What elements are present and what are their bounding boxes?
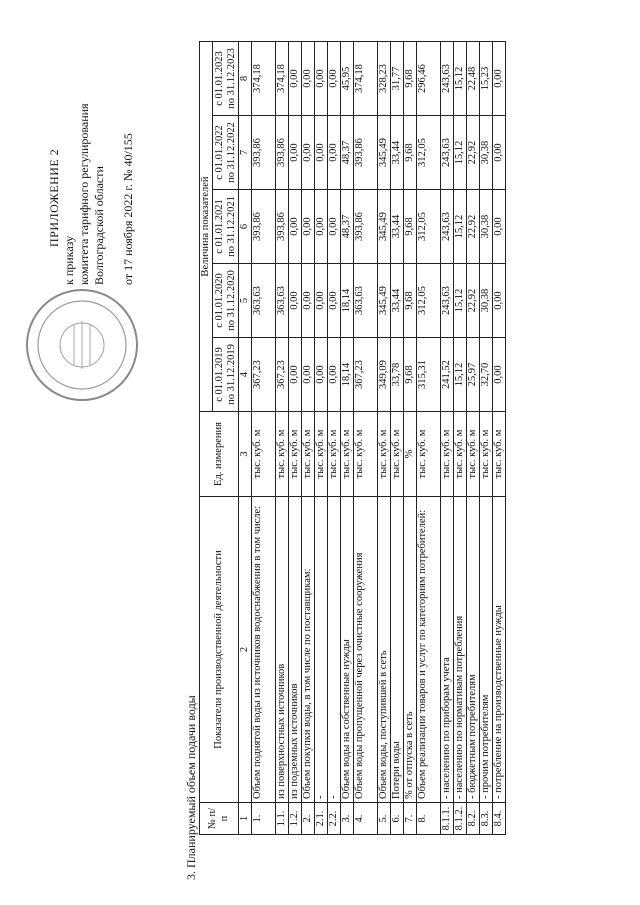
row-unit: %: [404, 412, 417, 497]
row-value: 296,46: [417, 42, 441, 116]
row-indicator: из подземных источников: [289, 497, 302, 803]
row-value: 0,00: [289, 116, 302, 190]
column-index: 8: [239, 42, 252, 116]
header-period: с 01.01.2019 по 31.12.2019: [213, 338, 239, 412]
row-indicator: - населению по нормативам потребления: [454, 497, 467, 803]
row-unit: тыс. куб. м: [252, 412, 276, 497]
row-unit: тыс. куб. м: [493, 412, 506, 497]
appendix-heading: ПРИЛОЖЕНИЕ 2: [47, 148, 61, 247]
column-index: 1: [239, 803, 252, 835]
row-value: 48,37: [341, 116, 354, 190]
row-unit: тыс. куб. м: [354, 412, 378, 497]
row-number: 2.1.: [315, 803, 328, 835]
official-seal-stamp: [22, 285, 142, 405]
row-number: 6.: [391, 803, 404, 835]
table-row: [289, 42, 302, 835]
row-number: 2.: [302, 803, 315, 835]
row-indicator: Объем воды, поступившей в сеть: [378, 497, 391, 803]
table-body: [252, 42, 506, 835]
table-row: [341, 42, 354, 835]
row-value: 22,92: [467, 264, 480, 338]
row-value: 9,68: [404, 190, 417, 264]
row-unit: тыс. куб. м: [480, 412, 493, 497]
row-value: 367,23: [354, 338, 378, 412]
row-value: 33,44: [391, 190, 404, 264]
row-value: 312,05: [417, 190, 441, 264]
column-index: 3: [239, 412, 252, 497]
row-value: 15,12: [454, 190, 467, 264]
row-value: 345,49: [378, 264, 391, 338]
header-indicator: Показатели производственной деятельности: [200, 497, 239, 803]
row-value: 0,00: [302, 42, 315, 116]
row-value: 0,00: [328, 338, 341, 412]
row-value: 0,00: [328, 190, 341, 264]
row-value: 393,86: [354, 190, 378, 264]
row-value: 18,14: [341, 338, 354, 412]
row-value: 22,92: [467, 116, 480, 190]
table-row: [417, 42, 441, 835]
row-value: 363,63: [354, 264, 378, 338]
header-value-group: Величина показателей: [200, 42, 213, 412]
row-indicator: Объем реализации товаров и услуг по категориям потребителей:: [417, 497, 441, 803]
row-unit: тыс. куб. м: [315, 412, 328, 497]
row-value: 0,00: [493, 116, 506, 190]
row-value: 30,38: [480, 190, 493, 264]
row-number: 1.1.: [276, 803, 289, 835]
row-value: 393,86: [276, 190, 289, 264]
header-period: с 01.01.2021 по 31.12.2021: [213, 190, 239, 264]
row-value: 0,00: [493, 264, 506, 338]
row-value: 0,00: [315, 264, 328, 338]
row-indicator: Потери воды: [391, 497, 404, 803]
row-indicator: Объем поднятой воды из источников водоснабжения в том числе:: [252, 497, 276, 803]
row-indicator: - потребление на производственные нужды: [493, 497, 506, 803]
row-value: 15,23: [480, 42, 493, 116]
row-value: 243,63: [441, 116, 454, 190]
row-unit: тыс. куб. м: [391, 412, 404, 497]
row-value: 48,37: [341, 190, 354, 264]
row-value: 0,00: [493, 338, 506, 412]
row-value: 0,00: [302, 338, 315, 412]
row-value: 22,92: [467, 190, 480, 264]
table-row: [493, 42, 506, 835]
row-unit: тыс. куб. м: [276, 412, 289, 497]
row-unit: тыс. куб. м: [341, 412, 354, 497]
water-supply-table: [199, 41, 506, 835]
appendix-line-1: к приказу: [62, 235, 76, 285]
row-value: 33,44: [391, 264, 404, 338]
row-number: 8.: [417, 803, 441, 835]
appendix-line-3: Волгоградской области: [92, 166, 106, 285]
row-indicator: % от отпуска в сеть: [404, 497, 417, 803]
row-number: 1.: [252, 803, 276, 835]
row-value: 0,00: [315, 42, 328, 116]
row-value: 22,48: [467, 42, 480, 116]
table-row: [480, 42, 493, 835]
row-value: 15,12: [454, 116, 467, 190]
row-value: 15,12: [454, 264, 467, 338]
row-number: 8.4.: [493, 803, 506, 835]
row-value: 243,63: [441, 42, 454, 116]
row-value: 30,38: [480, 264, 493, 338]
row-indicator: Объем покупки воды, в том числе по поставщикам:: [302, 497, 315, 803]
row-value: 363,63: [252, 264, 276, 338]
row-value: 315,31: [417, 338, 441, 412]
row-value: 15,12: [454, 338, 467, 412]
row-indicator: из поверхностных источников: [276, 497, 289, 803]
row-value: 0,00: [289, 190, 302, 264]
row-number: 1.2.: [289, 803, 302, 835]
row-value: 374,18: [276, 42, 289, 116]
row-value: 18,14: [341, 264, 354, 338]
table-row: [454, 42, 467, 835]
header-num: № п/п: [200, 803, 239, 835]
row-value: 363,63: [276, 264, 289, 338]
row-unit: тыс. куб. м: [441, 412, 454, 497]
row-value: 374,18: [354, 42, 378, 116]
row-value: 9,68: [404, 338, 417, 412]
table-row: [354, 42, 378, 835]
row-indicator: -: [328, 497, 341, 803]
row-number: 8.1.2.: [454, 803, 467, 835]
row-value: 312,05: [417, 116, 441, 190]
row-value: 367,23: [276, 338, 289, 412]
row-value: 367,23: [252, 338, 276, 412]
row-value: 25,97: [467, 338, 480, 412]
row-value: 243,63: [441, 190, 454, 264]
appendix-line-2: комитета тарифного регулирования: [77, 103, 91, 285]
row-unit: тыс. куб. м: [378, 412, 391, 497]
row-indicator: - населению по приборам учета: [441, 497, 454, 803]
row-value: 0,00: [315, 116, 328, 190]
row-value: 241,52: [441, 338, 454, 412]
row-unit: тыс. куб. м: [417, 412, 441, 497]
table-row: [441, 42, 454, 835]
column-index: 2: [239, 497, 252, 803]
row-value: 345,49: [378, 190, 391, 264]
row-number: 3.: [341, 803, 354, 835]
table-row: [302, 42, 315, 835]
row-value: 243,63: [441, 264, 454, 338]
row-number: 7.: [404, 803, 417, 835]
column-index: 5: [239, 264, 252, 338]
row-unit: тыс. куб. м: [467, 412, 480, 497]
row-indicator: Объем воды пропущенной через очистные сооружения: [354, 497, 378, 803]
row-unit: тыс. куб. м: [454, 412, 467, 497]
row-value: 393,86: [276, 116, 289, 190]
row-value: 349,09: [378, 338, 391, 412]
row-value: 312,05: [417, 264, 441, 338]
row-indicator: Объем воды на собственные нужды: [341, 497, 354, 803]
header-period: с 01.01.2023 по 31.12.2023: [213, 42, 239, 116]
row-value: 0,00: [328, 116, 341, 190]
row-value: 393,86: [252, 116, 276, 190]
row-unit: тыс. куб. м: [289, 412, 302, 497]
row-value: 0,00: [289, 338, 302, 412]
row-value: 328,23: [378, 42, 391, 116]
row-value: 0,00: [302, 264, 315, 338]
table-row: [315, 42, 328, 835]
table-row: [404, 42, 417, 835]
column-index-row: [239, 42, 252, 835]
row-value: 0,00: [328, 42, 341, 116]
row-number: 8.2.: [467, 803, 480, 835]
row-value: 0,00: [302, 190, 315, 264]
row-value: 0,00: [302, 116, 315, 190]
column-index: 4: [239, 338, 252, 412]
row-number: 8.3.: [480, 803, 493, 835]
column-index: 6: [239, 190, 252, 264]
row-unit: тыс. куб. м: [328, 412, 341, 497]
row-indicator: - прочим потребителям: [480, 497, 493, 803]
row-number: 8.1.1.: [441, 803, 454, 835]
row-number: 4.: [354, 803, 378, 835]
column-index: 7: [239, 116, 252, 190]
row-value: 0,00: [315, 190, 328, 264]
header-period: с 01.01.2022 по 31.12.2022: [213, 116, 239, 190]
row-value: 9,68: [404, 42, 417, 116]
appendix-date: от 17 ноября 2022 г. № 40/155: [121, 133, 135, 285]
row-indicator: - бюджетным потребителям: [467, 497, 480, 803]
header-period: с 01.01.2020 по 31.12.2020: [213, 264, 239, 338]
section-title: 3. Планируемый объем подачи воды: [184, 695, 198, 880]
row-value: 345,49: [378, 116, 391, 190]
row-value: 0,00: [493, 42, 506, 116]
row-value: 374,18: [252, 42, 276, 116]
row-value: 30,38: [480, 116, 493, 190]
row-value: 0,00: [328, 264, 341, 338]
row-indicator: -: [315, 497, 328, 803]
table-row: [328, 42, 341, 835]
table-row: [378, 42, 391, 835]
appendix-header: [47, 103, 136, 285]
row-number: 5.: [378, 803, 391, 835]
row-number: 2.2.: [328, 803, 341, 835]
table-row: [467, 42, 480, 835]
table-row: [391, 42, 404, 835]
row-value: 393,86: [354, 116, 378, 190]
row-unit: тыс. куб. м: [302, 412, 315, 497]
row-value: 9,68: [404, 116, 417, 190]
row-value: 393,86: [252, 190, 276, 264]
row-value: 32,70: [480, 338, 493, 412]
row-value: 0,00: [289, 42, 302, 116]
row-value: 15,12: [454, 42, 467, 116]
table-row: [276, 42, 289, 835]
row-value: 31,77: [391, 42, 404, 116]
row-value: 9,68: [404, 264, 417, 338]
row-value: 0,00: [315, 338, 328, 412]
row-value: 0,00: [493, 190, 506, 264]
row-value: 33,44: [391, 116, 404, 190]
table-row: [252, 42, 276, 835]
row-value: 33,78: [391, 338, 404, 412]
header-unit: Ед. измерения: [200, 412, 239, 497]
row-value: 45,95: [341, 42, 354, 116]
row-value: 0,00: [289, 264, 302, 338]
